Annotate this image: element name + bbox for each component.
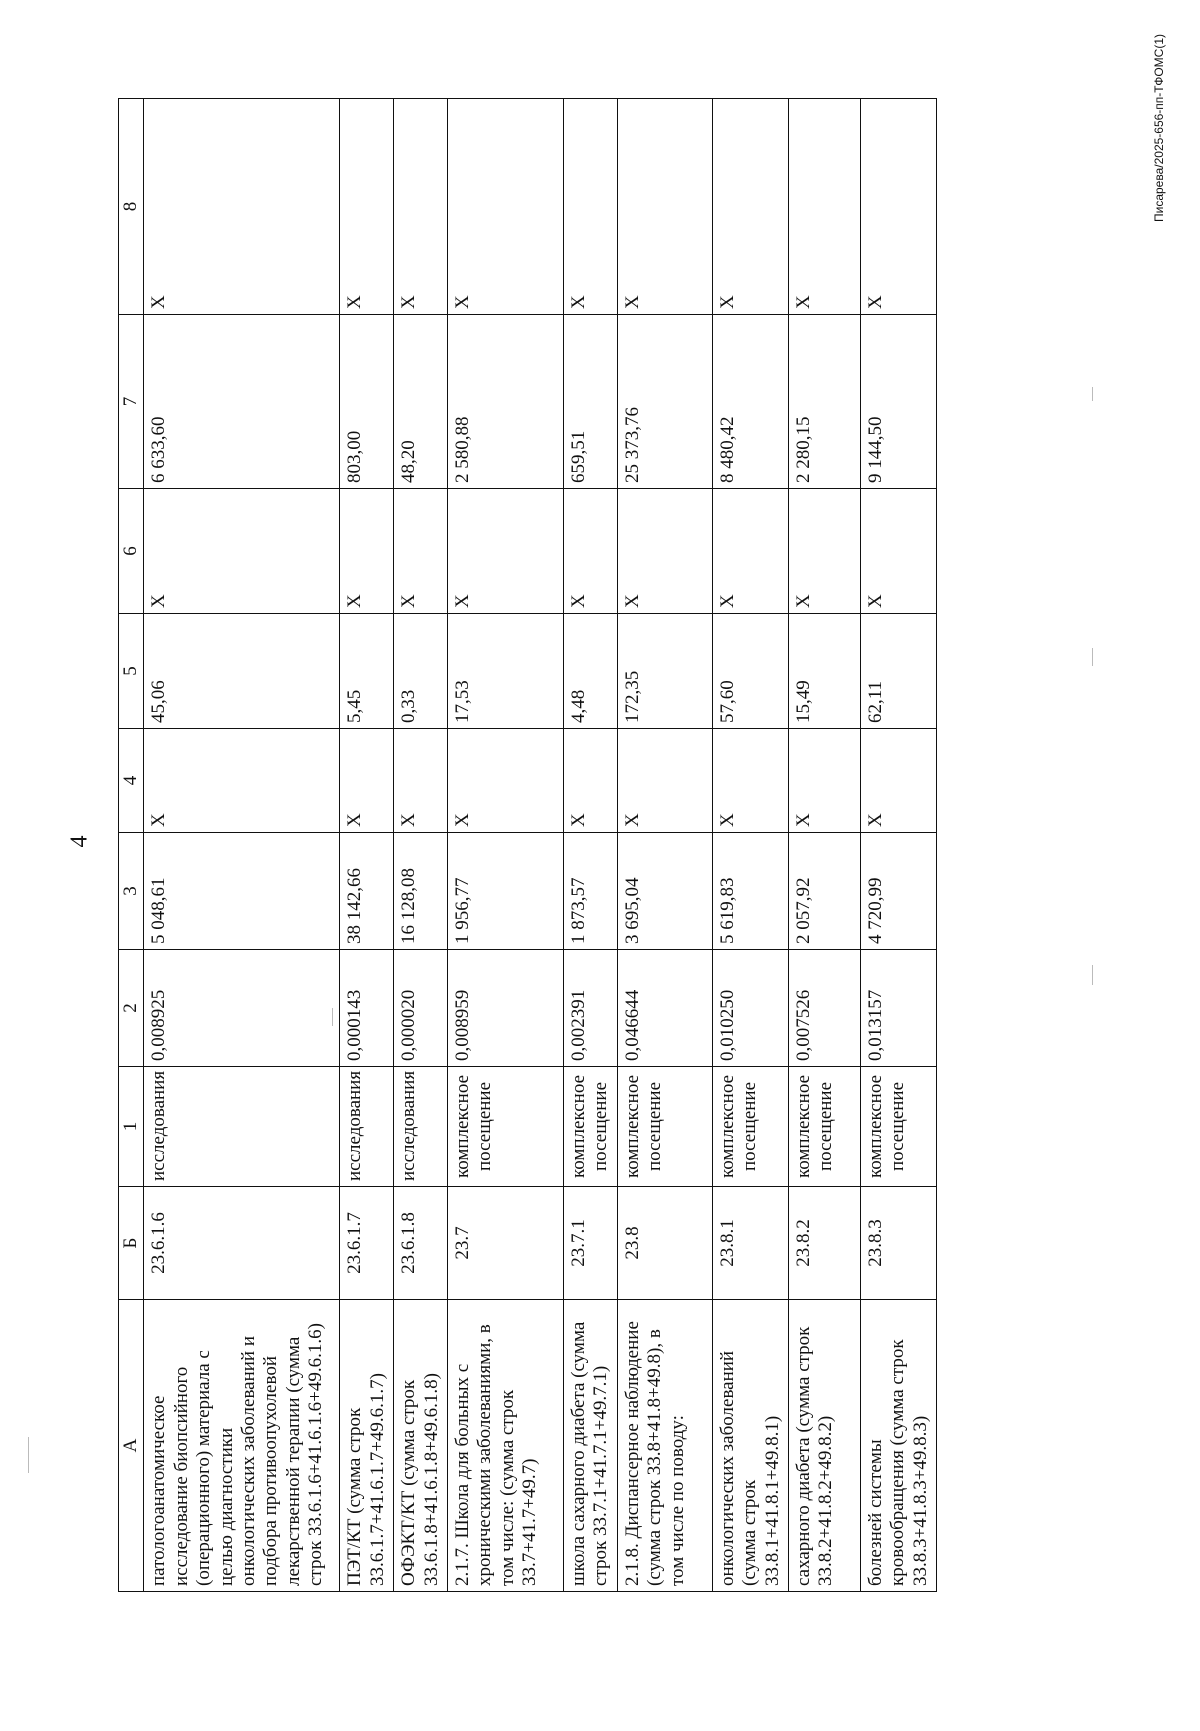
value-cell: Х xyxy=(789,99,861,315)
header-cell: 8 xyxy=(119,99,144,315)
table-row xyxy=(394,99,448,1592)
row-label: 2.1.7. Школа для больных с хроническими заболеваниями, в том числе: (сумма строк 33.7+41.7+49.7) xyxy=(448,1300,564,1592)
value-cell: 16 128,08 xyxy=(394,833,448,950)
value-cell: Х xyxy=(617,99,712,315)
value-cell: 172,35 xyxy=(617,614,712,729)
value-cell: Х xyxy=(448,729,564,833)
row-code: 23.7.1 xyxy=(564,1187,618,1300)
value-cell: 1 873,57 xyxy=(564,833,618,950)
value-cell: Х xyxy=(861,99,937,315)
value-cell: 17,53 xyxy=(448,614,564,729)
unit-cell: исследования xyxy=(394,1067,448,1187)
scan-mark xyxy=(1092,648,1093,666)
value-cell: Х xyxy=(564,489,618,614)
value-cell: 5 048,61 xyxy=(144,833,340,950)
unit-cell: комплексное посещение xyxy=(712,1067,788,1187)
header-cell: 4 xyxy=(119,729,144,833)
value-cell: Х xyxy=(861,729,937,833)
value-cell: 0,010250 xyxy=(712,950,788,1067)
value-cell: 0,002391 xyxy=(564,950,618,1067)
scan-mark xyxy=(1092,387,1093,401)
table-row xyxy=(448,99,564,1592)
value-cell: Х xyxy=(712,729,788,833)
row-code: 23.8.3 xyxy=(861,1187,937,1300)
value-cell: Х xyxy=(144,99,340,315)
value-cell: Х xyxy=(394,489,448,614)
row-label: ОФЭКТ/КТ (сумма строк 33.6.1.8+41.6.1.8+49.6.1.8) xyxy=(394,1300,448,1592)
row-label: болезней системы кровообращения (сумма строк 33.8.3+41.8.3+49.8.3) xyxy=(861,1300,937,1592)
value-cell: Х xyxy=(144,729,340,833)
header-cell: 7 xyxy=(119,315,144,489)
row-code: 23.6.1.6 xyxy=(144,1187,340,1300)
table-row xyxy=(712,99,788,1592)
header-row xyxy=(119,99,144,1592)
table-row xyxy=(144,99,340,1592)
value-cell: 62,11 xyxy=(861,614,937,729)
header-cell: 3 xyxy=(119,833,144,950)
header-cell: 6 xyxy=(119,489,144,614)
table-row xyxy=(789,99,861,1592)
footer-document-code: Писарева/2025-656-пп-ТФОМС(1) xyxy=(1152,33,1166,222)
unit-cell: комплексное посещение xyxy=(789,1067,861,1187)
value-cell: 38 142,66 xyxy=(340,833,394,950)
value-cell: 6 633,60 xyxy=(144,315,340,489)
header-cell: 5 xyxy=(119,614,144,729)
value-cell: 3 695,04 xyxy=(617,833,712,950)
value-cell: 2 280,15 xyxy=(789,315,861,489)
rotated-table-container xyxy=(118,99,1009,1592)
value-cell: Х xyxy=(861,489,937,614)
value-cell: 0,000143 xyxy=(340,950,394,1067)
value-cell: Х xyxy=(448,99,564,315)
value-cell: 57,60 xyxy=(712,614,788,729)
scan-mark xyxy=(28,1437,29,1473)
value-cell: 2 057,92 xyxy=(789,833,861,950)
row-label: сахарного диабета (сумма строк 33.8.2+41.8.2+49.8.2) xyxy=(789,1300,861,1592)
value-cell: Х xyxy=(617,729,712,833)
unit-cell: комплексное посещение xyxy=(861,1067,937,1187)
unit-cell: исследования xyxy=(340,1067,394,1187)
value-cell: 5 619,83 xyxy=(712,833,788,950)
value-cell: 0,008925 xyxy=(144,950,340,1067)
row-code: 23.8 xyxy=(617,1187,712,1300)
table-row xyxy=(340,99,394,1592)
table-row xyxy=(617,99,712,1592)
header-cell: 1 xyxy=(119,1067,144,1187)
value-cell: 45,06 xyxy=(144,614,340,729)
value-cell: 8 480,42 xyxy=(712,315,788,489)
value-cell: Х xyxy=(394,99,448,315)
value-cell: Х xyxy=(448,489,564,614)
row-label: ПЭТ/КТ (сумма строк 33.6.1.7+41.6.1.7+49.6.1.7) xyxy=(340,1300,394,1592)
value-cell: Х xyxy=(617,489,712,614)
header-cell: А xyxy=(119,1300,144,1592)
value-cell: Х xyxy=(712,99,788,315)
value-cell: Х xyxy=(789,729,861,833)
row-code: 23.6.1.8 xyxy=(394,1187,448,1300)
page-number: 4 xyxy=(66,835,93,848)
value-cell: Х xyxy=(564,729,618,833)
value-cell: 1 956,77 xyxy=(448,833,564,950)
value-cell: 5,45 xyxy=(340,614,394,729)
value-cell: 2 580,88 xyxy=(448,315,564,489)
row-code: 23.8.2 xyxy=(789,1187,861,1300)
table-row xyxy=(861,99,937,1592)
row-label: 2.1.8. Диспансерное наблюдение (сумма строк 33.8+41.8+49.8), в том числе по поводу: xyxy=(617,1300,712,1592)
header-cell: Б xyxy=(119,1187,144,1300)
unit-cell: комплексное посещение xyxy=(617,1067,712,1187)
value-cell: 0,33 xyxy=(394,614,448,729)
value-cell: 9 144,50 xyxy=(861,315,937,489)
unit-cell: исследования xyxy=(144,1067,340,1187)
scan-mark xyxy=(1092,965,1093,985)
value-cell: Х xyxy=(712,489,788,614)
header-cell: 2 xyxy=(119,950,144,1067)
value-cell: Х xyxy=(394,729,448,833)
value-cell: 4 720,99 xyxy=(861,833,937,950)
value-cell: Х xyxy=(144,489,340,614)
value-cell: Х xyxy=(789,489,861,614)
row-code: 23.8.1 xyxy=(712,1187,788,1300)
value-cell: 48,20 xyxy=(394,315,448,489)
value-cell: 803,00 xyxy=(340,315,394,489)
row-label: патологоанатомическое исследование биопсийного (операционного) материала с целью диагностики онкологических заболеваний и подбора противоопухолевой лекарственной терапии (сумма строк 33.6.1.6+41.6.1.6+49.6.1.6) xyxy=(144,1300,340,1592)
value-cell: 0,008959 xyxy=(448,950,564,1067)
row-code: 23.7 xyxy=(448,1187,564,1300)
value-cell: 0,046644 xyxy=(617,950,712,1067)
unit-cell: комплексное посещение xyxy=(564,1067,618,1187)
value-cell: 0,013157 xyxy=(861,950,937,1067)
value-cell: Х xyxy=(564,99,618,315)
table-row xyxy=(564,99,618,1592)
value-cell: 659,51 xyxy=(564,315,618,489)
value-cell: 0,007526 xyxy=(789,950,861,1067)
value-cell: 25 373,76 xyxy=(617,315,712,489)
value-cell: 15,49 xyxy=(789,614,861,729)
row-label: школа сахарного диабета (сумма строк 33.7.1+41.7.1+49.7.1) xyxy=(564,1300,618,1592)
row-label: онкологических заболеваний (сумма строк 33.8.1+41.8.1+49.8.1) xyxy=(712,1300,788,1592)
data-table xyxy=(118,98,937,1592)
value-cell: Х xyxy=(340,489,394,614)
value-cell: Х xyxy=(340,99,394,315)
row-code: 23.6.1.7 xyxy=(340,1187,394,1300)
value-cell: 4,48 xyxy=(564,614,618,729)
value-cell: Х xyxy=(340,729,394,833)
value-cell: 0,000020 xyxy=(394,950,448,1067)
unit-cell: комплексное посещение xyxy=(448,1067,564,1187)
